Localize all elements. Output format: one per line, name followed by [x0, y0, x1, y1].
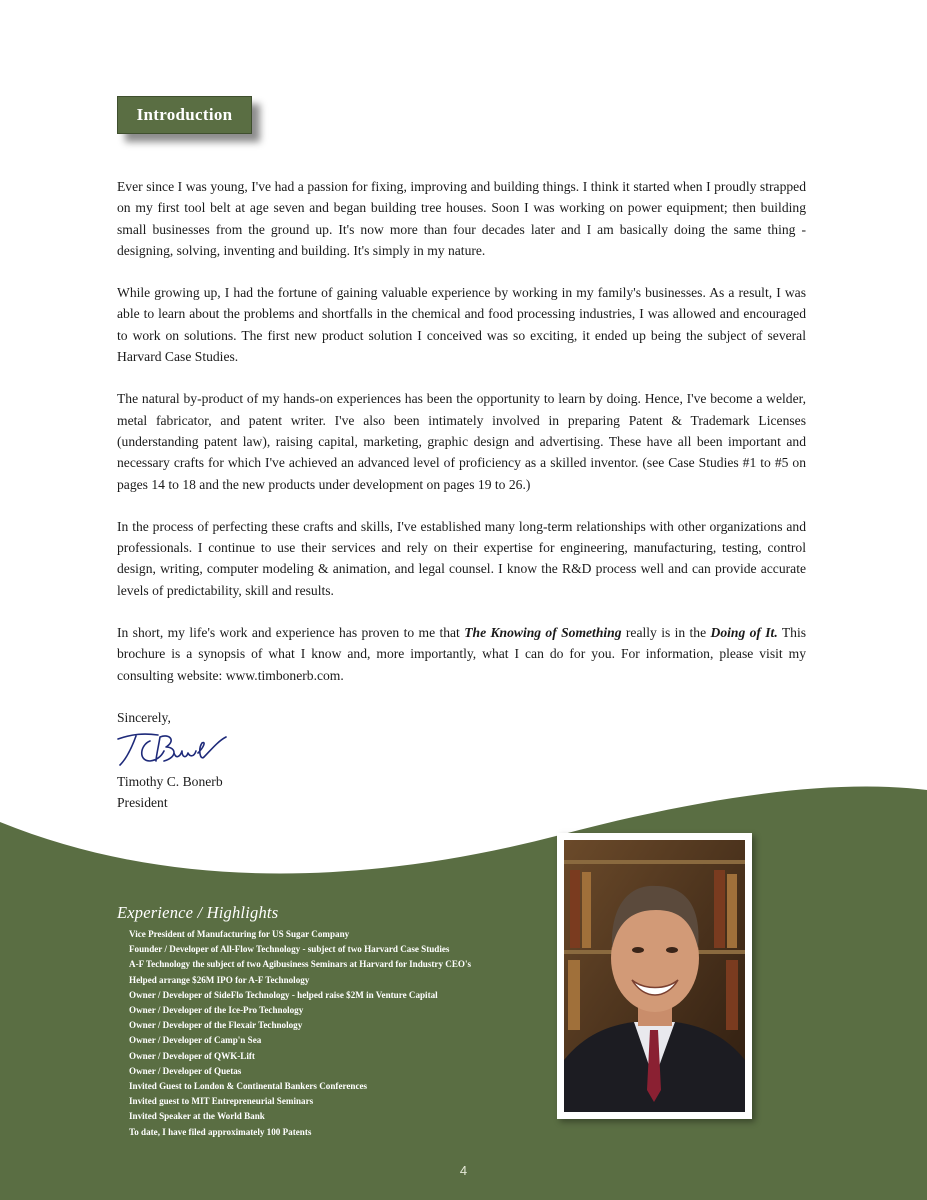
paragraph-5: In short, my life's work and experience has proven to me that The Knowing of Something really is in the Doing of It. This brochure is a synopsis of what I know and, more importantly, what I can do for you. For information, please visit my consulting website: www.timbonerb.com. [117, 625, 807, 683]
signature-icon [114, 727, 234, 769]
experience-list [129, 927, 471, 1140]
paragraph-2: While growing up, I had the fortune of gaining valuable experience by working in my family's businesses. As a result, I was able to learn about the problems and shortfalls in the chemical and food processing industries, I was allowed and encouraged to work on solutions. The first new product solution I conceived was so exciting, it ended up being the subject of several Harvard Case Studies. [117, 285, 806, 365]
closing-salutation: Sincerely, [117, 710, 171, 725]
list-item: Invited Speaker at the World Bank [129, 1111, 265, 1122]
page-number: 4 [459, 1163, 468, 1178]
list-item: Owner / Developer of QWK-Lift [129, 1050, 255, 1061]
introduction-body [117, 176, 806, 707]
list-item: A-F Technology the subject of two Agibusiness Seminars at Harvard for Industry CEO's [129, 959, 472, 970]
signer-name: Timothy C. Bonerb [117, 774, 223, 789]
paragraph-3: The natural by-product of my hands-on experiences has been the opportunity to learn by doing. Hence, I've become a welder, metal fabricator, and patent writer. I've also been intimately involved in preparing Patent & Trademark Licenses (understanding patent law), raising capital, marketing, graphic design and advertising. These have all been important and necessary crafts for which I've achieved an advanced level of proficiency as a skilled inventor. (see Case Studies #1 to #5 on pages 14 to 18 and the new products under development on pages 19 to 26.) [117, 391, 806, 492]
signer-title: President [117, 795, 168, 810]
list-item: Owner / Developer of Quetas [129, 1065, 242, 1076]
list-item: Owner / Developer of the Flexair Technology [129, 1020, 303, 1031]
signer-block [117, 771, 223, 813]
list-item: Founder / Developer of All-Flow Technology - subject of two Harvard Case Studies [129, 944, 450, 955]
paragraph-1: Ever since I was young, I've had a passion for fixing, improving and building things. I think it started when I proudly strapped on my first tool belt at age seven and began building tree houses. Soon I was working on power equipment; then building small businesses from the ground up. It's now more than four decades later and I am basically doing the same thing - designing, solving, inventing and building. It's simply in my nature. [117, 179, 806, 258]
list-item: To date, I have filed approximately 100 Patents [129, 1126, 312, 1137]
emphasis-doing: Doing of It. [710, 625, 778, 641]
section-title: Introduction [117, 96, 252, 134]
portrait-photo [557, 833, 752, 1119]
list-item: Owner / Developer of Camp'n Sea [129, 1035, 262, 1046]
emphasis-knowing: The Knowing of Something [464, 625, 622, 641]
list-item: Vice President of Manufacturing for US Sugar Company [129, 929, 350, 939]
list-item: Invited Guest to London & Continental Bankers Conferences [129, 1081, 368, 1092]
experience-title: Experience / Highlights [117, 903, 279, 922]
list-item: Helped arrange $26M IPO for A-F Technology [129, 974, 310, 985]
portrait-icon [564, 840, 745, 1112]
paragraph-4: In the process of perfecting these crafts and skills, I've established many long-term relationships with other organizations and professionals. I continue to use their services and rely on their expertise for engineering, manufacturing, testing, control design, writing, computer modeling & animation, and legal counsel. I know the R&D process well and can provide accurate levels of predictability, skill and results. [117, 518, 806, 598]
list-item: Owner / Developer of SideFlo Technology - helped raise $2M in Venture Capital [129, 989, 438, 1000]
list-item: Owner / Developer of the Ice-Pro Technology [129, 1005, 304, 1016]
list-item: Invited guest to MIT Entrepreneurial Seminars [129, 1096, 314, 1107]
